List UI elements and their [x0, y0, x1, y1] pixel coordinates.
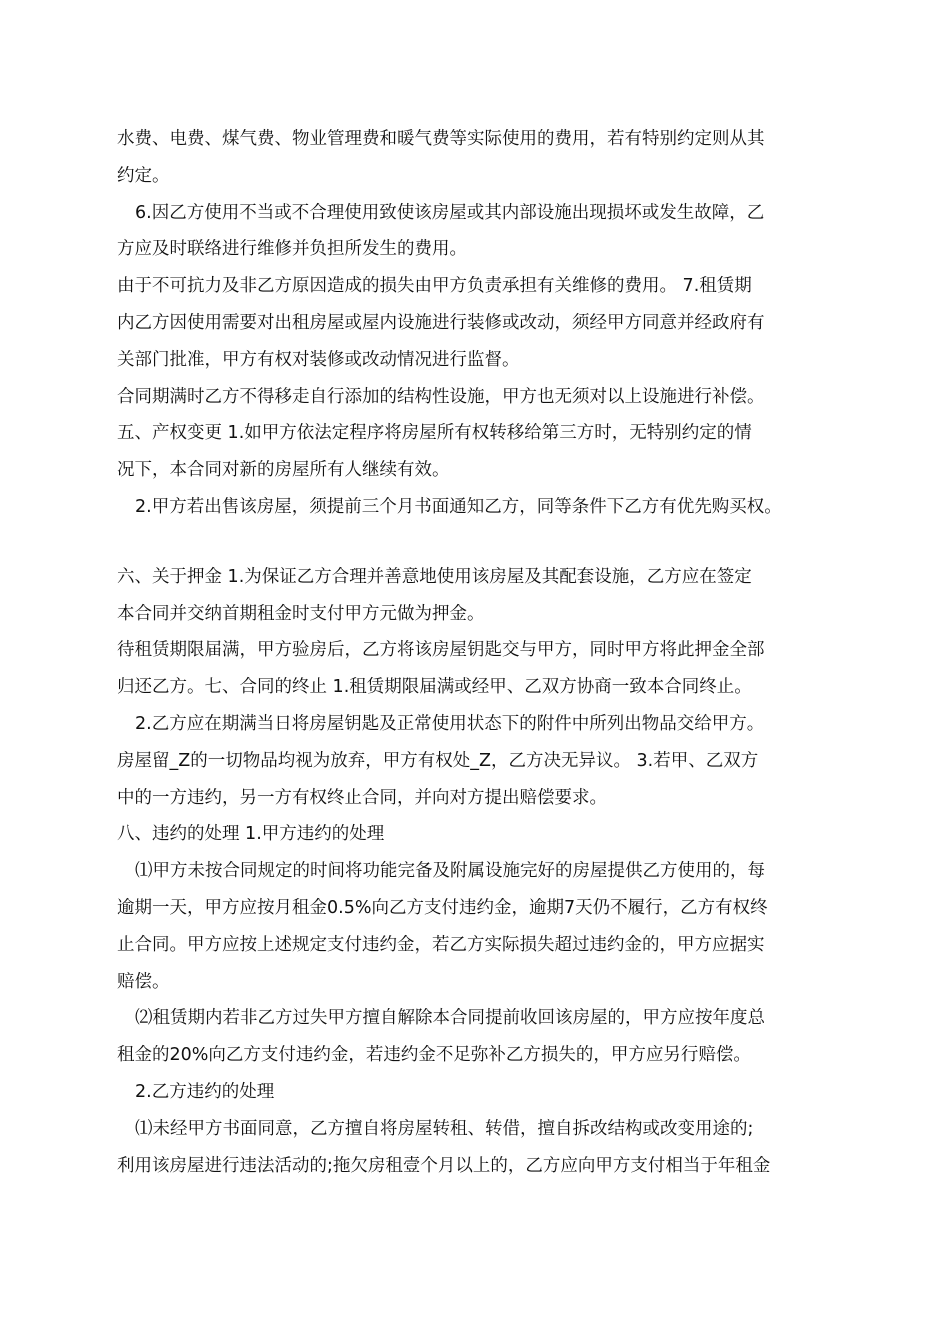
- text-line: 赔偿。: [117, 971, 170, 992]
- text-line: 归还乙方。七、合同的终止 1.租赁期限届满或经甲、乙双方协商一致本合同终止。: [117, 677, 752, 698]
- text-line: 况下，本合同对新的房屋所有人继续有效。: [117, 460, 450, 481]
- text-line: 方应及时联络进行维修并负担所发生的费用。: [117, 239, 467, 260]
- section-heading-line: 六、关于押金 1.为保证乙方合理并善意地使用该房屋及其配套设施，乙方应在签定: [117, 566, 752, 587]
- text-line: ⑵租赁期内若非乙方过失甲方擅自解除本合同提前收回该房屋的，甲方应按年度总: [135, 1008, 765, 1029]
- text-line: 房屋留_Z的一切物品均视为放弃，甲方有权处_Z，乙方决无异议。 3.若甲、乙双方: [117, 750, 759, 771]
- text-line: ⑴未经甲方书面同意，乙方擅自将房屋转租、转借，擅自拆改结构或改变用途的;: [135, 1118, 754, 1139]
- text-line: 6.因乙方使用不当或不合理使用致使该房屋或其内部设施出现损坏或发生故障，乙: [135, 202, 765, 223]
- text-line: 2.乙方应在期满当日将房屋钥匙及正常使用状态下的附件中所列出物品交给甲方。: [135, 713, 765, 734]
- text-line: 逾期一天，甲方应按月租金0.5%向乙方支付违约金，逾期7天仍不履行，乙方有权终: [117, 897, 768, 918]
- section-heading-line: 八、违约的处理 1.甲方违约的处理: [117, 824, 385, 845]
- text-line: 由于不可抗力及非乙方原因造成的损失由甲方负责承担有关维修的费用。 7.租赁期: [117, 276, 752, 297]
- text-line: 待租赁期限届满，甲方验房后，乙方将该房屋钥匙交与甲方，同时甲方将此押金全部: [117, 640, 765, 661]
- text-line: 关部门批准，甲方有权对装修或改动情况进行监督。: [117, 349, 520, 370]
- text-line: 租金的20%向乙方支付违约金，若违约金不足弥补乙方损失的，甲方应另行赔偿。: [117, 1045, 751, 1066]
- text-line: 内乙方因使用需要对出租房屋或屋内设施进行装修或改动，须经甲方同意并经政府有: [117, 312, 765, 333]
- text-line: ⑴甲方未按合同规定的时间将功能完备及附属设施完好的房屋提供乙方使用的，每: [135, 861, 765, 882]
- text-line: 合同期满时乙方不得移走自行添加的结构性设施，甲方也无须对以上设施进行补偿。: [117, 386, 765, 407]
- text-line: 止合同。甲方应按上述规定支付违约金，若乙方实际损失超过违约金的，甲方应据实: [117, 934, 765, 955]
- paragraph-gap: [117, 526, 840, 559]
- text-line: 水费、电费、煤气费、物业管理费和暖气费等实际使用的费用，若有特别约定则从其: [117, 129, 765, 149]
- text-line: 本合同并交纳首期租金时支付甲方元做为押金。: [117, 603, 485, 624]
- text-line: 2.甲方若出售该房屋，须提前三个月书面通知乙方，同等条件下乙方有优先购买权。: [135, 496, 782, 517]
- text-line: 约定。: [117, 165, 170, 186]
- text-line: 2.乙方违约的处理: [135, 1081, 275, 1102]
- text-line: 利用该房屋进行违法活动的;拖欠房租壹个月以上的，乙方应向甲方支付相当于年租金: [117, 1155, 771, 1176]
- section-heading-line: 五、产权变更 1.如甲方依法定程序将房屋所有权转移给第三方时，无特别约定的情: [117, 423, 752, 444]
- text-line: 中的一方违约，另一方有权终止合同，并向对方提出赔偿要求。: [117, 787, 607, 808]
